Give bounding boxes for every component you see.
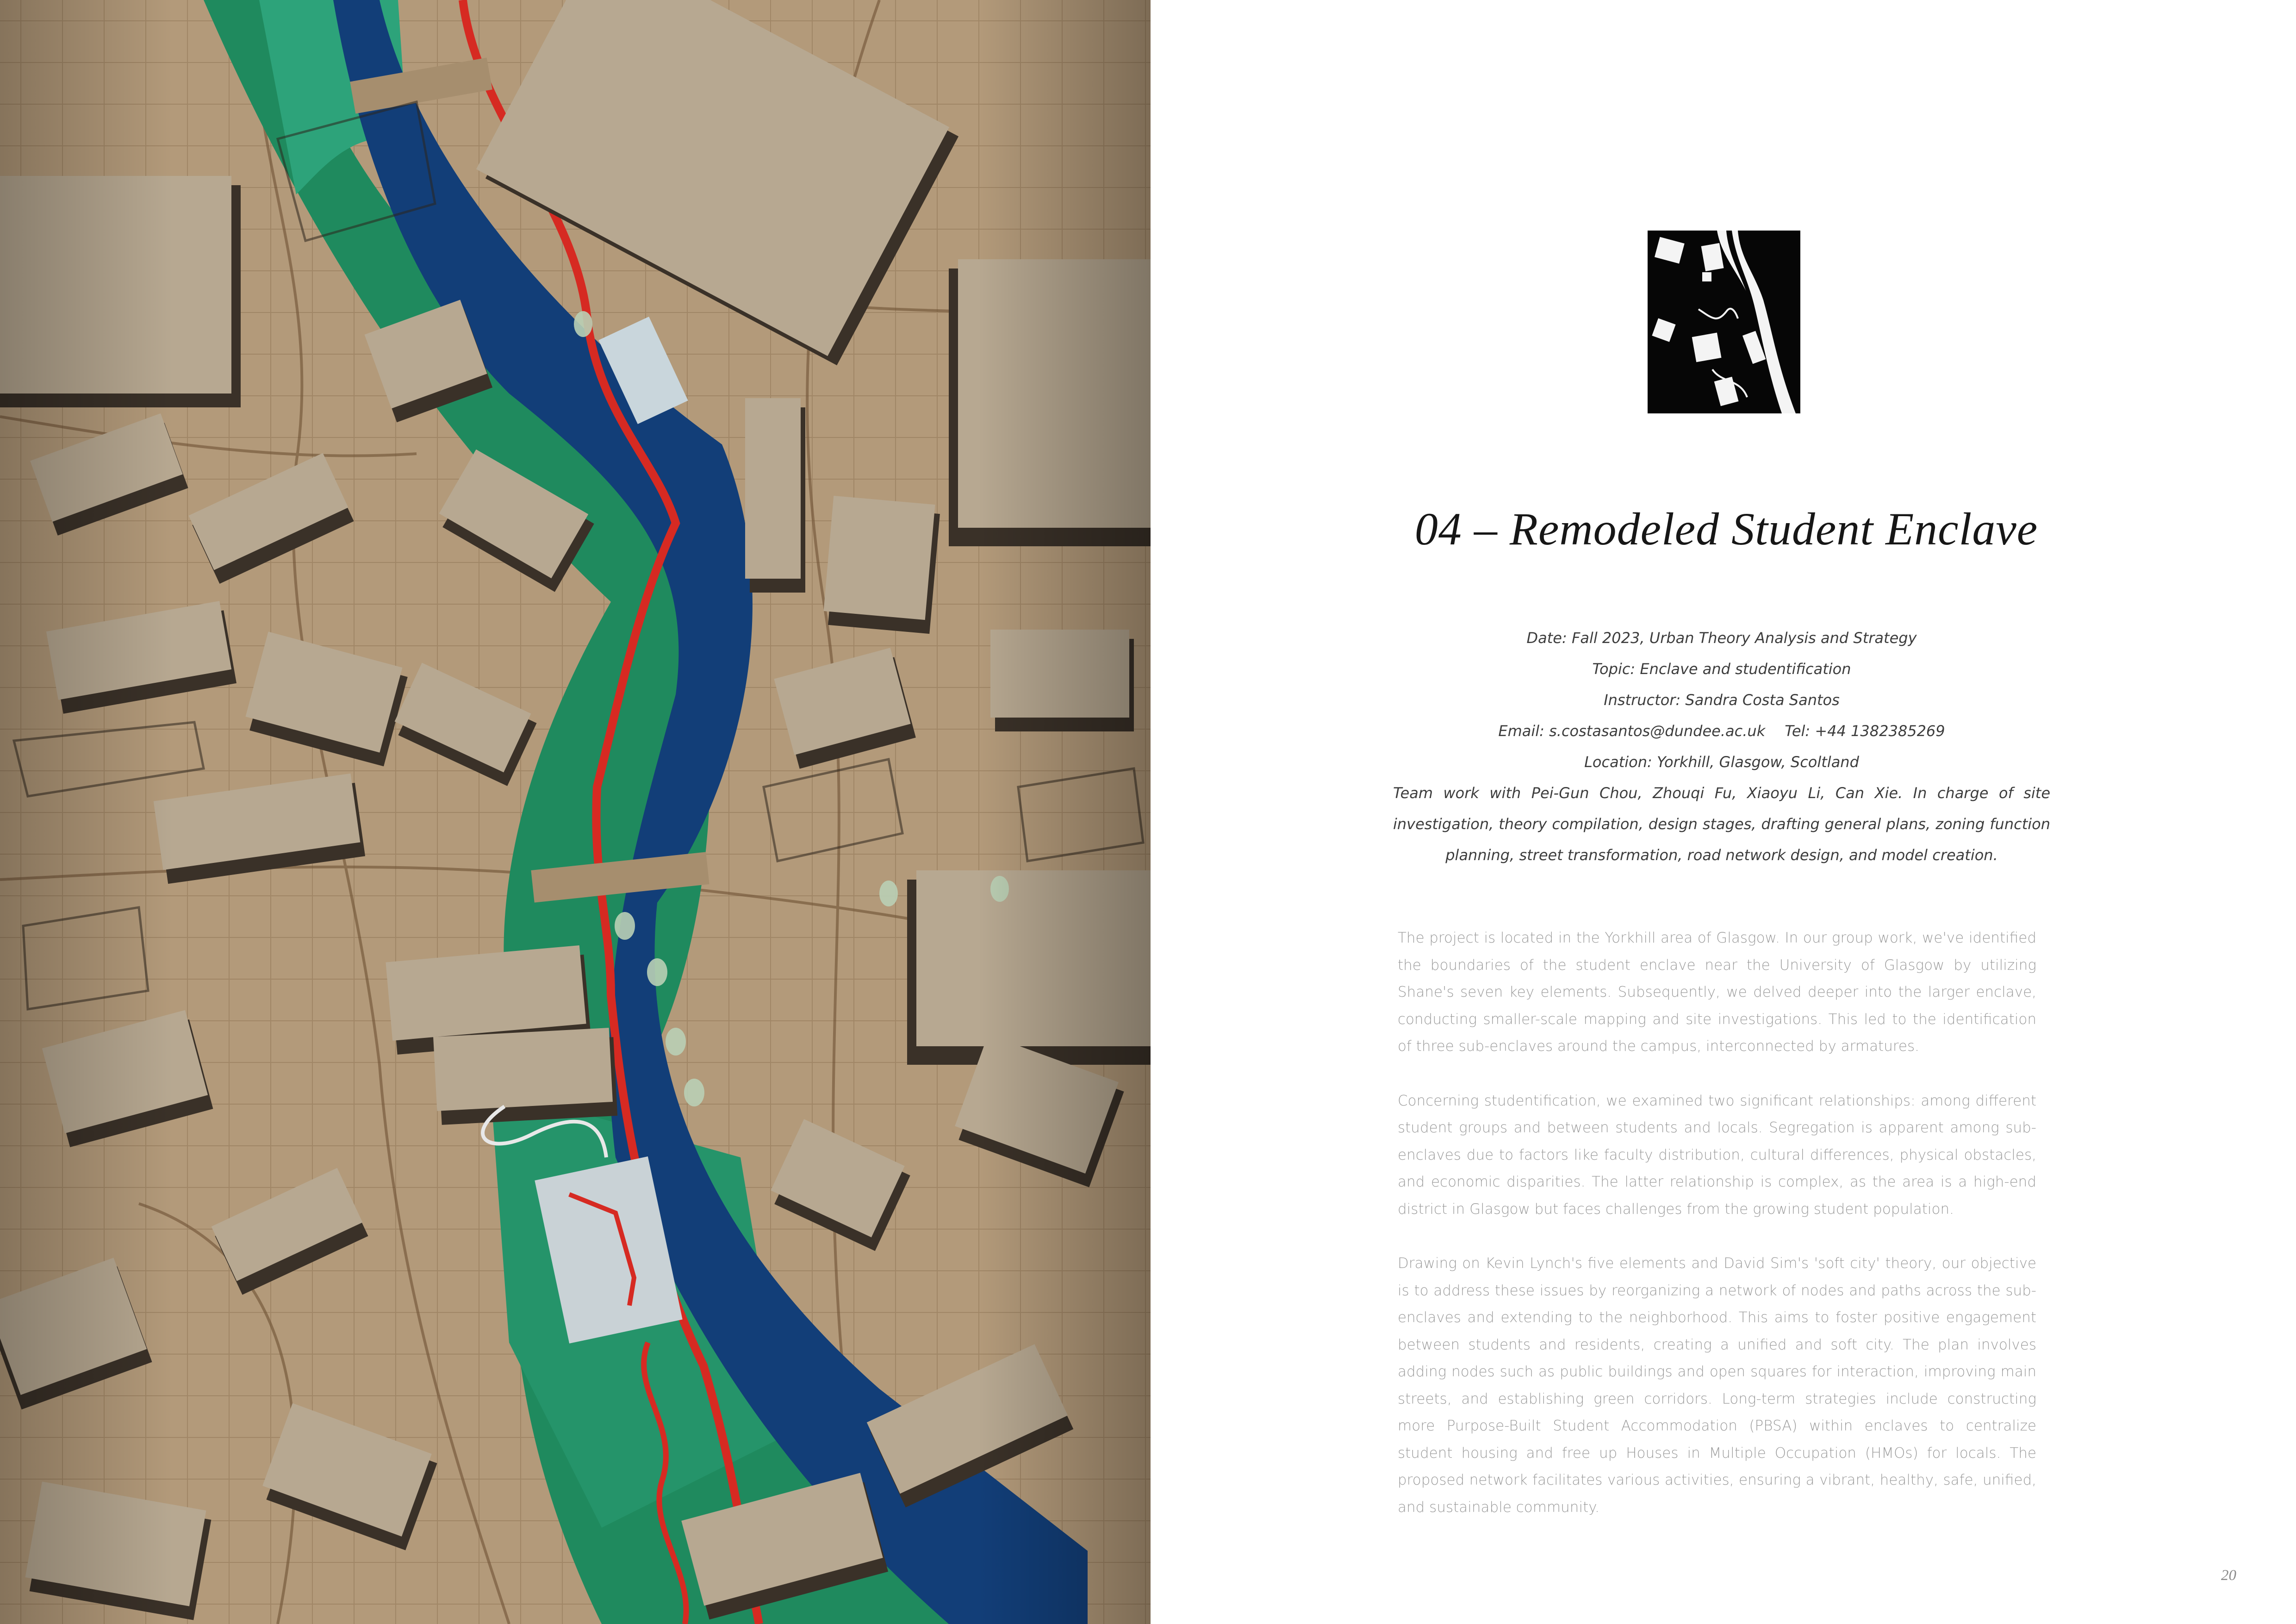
page-number: 20 bbox=[2221, 1567, 2236, 1584]
paragraph-location: The project is located in the Yorkhill area of Glasgow. In our group work, we've identified the boundaries of the student enclave near the University of Glasgow by utilizing Shane's seven key elements. Subsequently, we delved deeper into the larger enclave, conducting smaller-scale mapping and site investigations. This led to the identification of three sub-enclaves around the campus, interconnected by armatures. bbox=[1398, 930, 2036, 1055]
project-meta bbox=[1393, 623, 2050, 871]
paragraph-strategy: Drawing on Kevin Lynch's five elements and David Sim's 'soft city' theory, our objective is to address these issues by reorganizing a network of nodes and paths across the sub-enclaves and extending to the neighborhood. This aims to foster positive engagement between students and residents, creating a unified and soft city. The plan involves adding nodes such as public buildings and open squares for interaction, improving main streets, and establishing green corridors. Long-term strategies include constructing more Purpose-Built Student Accommodation (PBSA) within enclaves to centralize student housing and free up Houses in Multiple Occupation (HMOs) for locals. The proposed network facilitates various activities, ensuring a vibrant, healthy, safe, unified, and sustainable community. bbox=[1398, 1255, 2036, 1516]
meta-instructor: Instructor: Sandra Costa Santos bbox=[1604, 691, 1840, 709]
meta-tel: Tel: +44 1382385269 bbox=[1785, 722, 1945, 740]
meta-date: Date: Fall 2023, Urban Theory Analysis and Strategy bbox=[1526, 629, 1917, 647]
meta-email[interactable]: Email: s.costasantos@dundee.ac.uk bbox=[1498, 722, 1766, 740]
meta-contact bbox=[1393, 716, 2050, 747]
project-description bbox=[1398, 924, 2036, 1548]
meta-team: Team work with Pei-Gun Chou, Zhouqi Fu, Xiaoyu Li, Can Xie. In charge of site investigation, theory compilation, design stages, drafting general plans, zoning function planning, street transformation, road network design, and model creation. bbox=[1393, 784, 2050, 864]
meta-location: Location: Yorkhill, Glasgow, Scoltland bbox=[1584, 753, 1859, 771]
meta-topic: Topic: Enclave and studentification bbox=[1592, 660, 1851, 678]
paragraph-studentification: Concerning studentification, we examined two significant relationships: among different student groups and between students and locals. Segregation is apparent among sub-enclaves due to factors like faculty distribution, cultural differences, physical obstacles, and economic disparities. The latter relationship is complex, as the area is a high-end district in Glasgow but faces challenges from the growing student population. bbox=[1398, 1092, 2036, 1218]
site-plan-icon bbox=[1648, 231, 1800, 413]
page-title: 04 – Remodeled Student Enclave bbox=[1414, 503, 2038, 555]
